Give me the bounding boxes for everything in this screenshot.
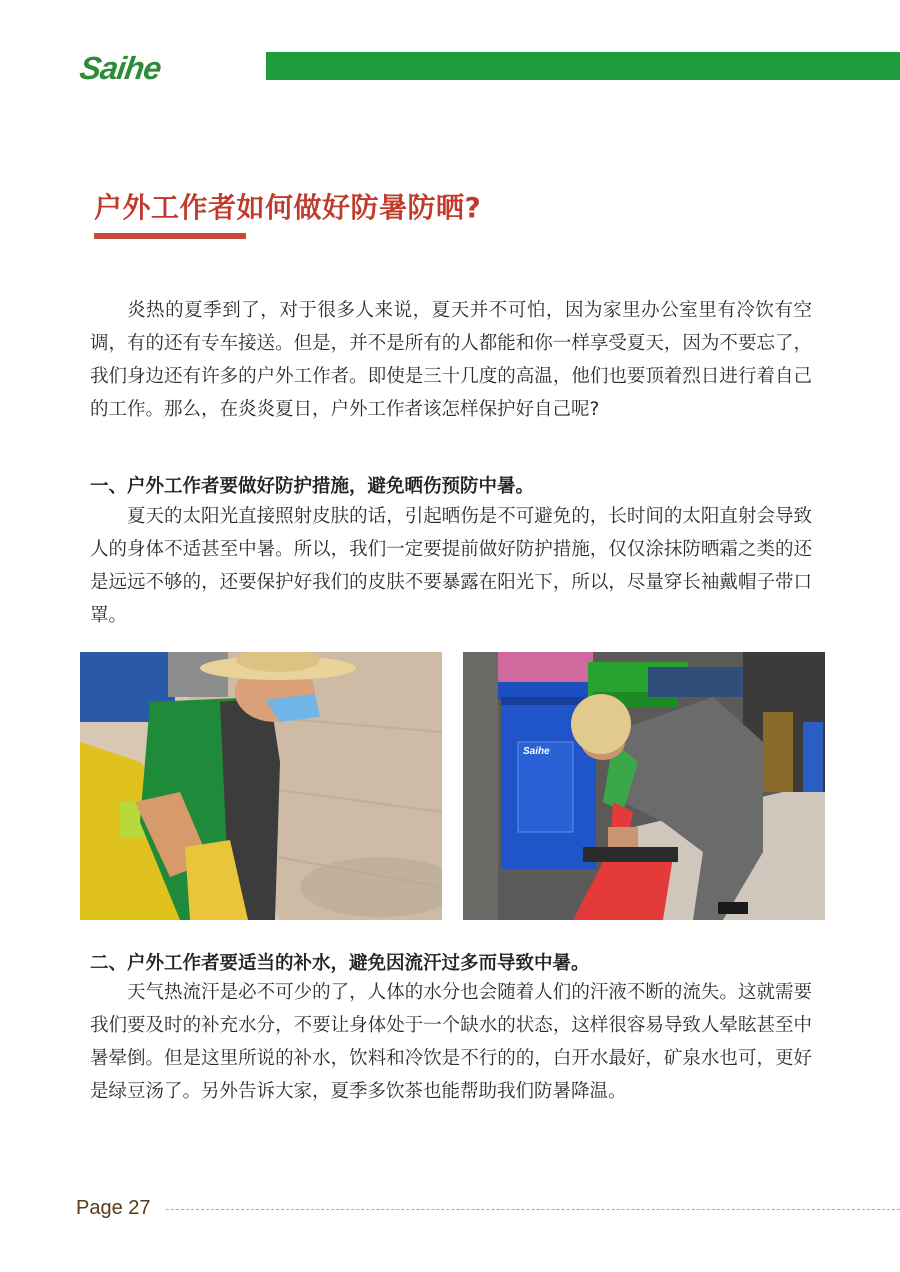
header-bar — [266, 52, 900, 80]
left-bin-label: Saihe — [523, 746, 550, 757]
article-title: 户外工作者如何做好防暑防晒? — [94, 191, 482, 224]
photo-worker-with-bins — [463, 652, 825, 920]
page-number: Page 27 — [76, 1197, 151, 1219]
footer-divider — [166, 1209, 900, 1210]
section2-heading: 二、户外工作者要适当的补水，避免因流汗过多而导致中暑。 — [90, 953, 590, 974]
section1-paragraph: 夏天的太阳光直接照射皮肤的话，引起晒伤是不可避免的，长时间的太阳直射会导致人的身体不适甚至中暑。所以，我们一定要提前做好防护措施，仅仅涂抹防晒霜之类的还是远远不够的，还要保护好我们的皮肤不要暴露在阳光下，所以，尽量穿长袖戴帽子带口罩。 — [90, 506, 812, 626]
saihe-logo: Saihe — [77, 50, 163, 86]
section1-heading: 一、户外工作者要做好防护措施，避免晒伤预防中暑。 — [90, 476, 535, 497]
photo-worker-with-mask — [80, 652, 442, 920]
title-underline — [94, 233, 246, 239]
section2-paragraph: 天气热流汗是必不可少的了，人体的水分也会随着人们的汗液不断的流失。这就需要我们要及时的补充水分，不要让身体处于一个缺水的状态，这样很容易导致人晕眩甚至中暑晕倒。但是这里所说的补水，饮料和冷饮是不行的的，白开水最好，矿泉水也可，更好是绿豆汤了。另外告诉大家，夏季多饮茶也能帮助我们防暑降温。 — [90, 982, 812, 1102]
intro-paragraph: 炎热的夏季到了，对于很多人来说，夏天并不可怕，因为家里办公室里有冷饮有空调，有的还有专车接送。但是，并不是所有的人都能和你一样享受夏天，因为不要忘了，我们身边还有许多的户外工作者。即使是三十几度的高温，他们也要顶着烈日进行着自己的工作。那么，在炎炎夏日，户外工作者该怎样保护好自己呢? — [90, 300, 812, 420]
